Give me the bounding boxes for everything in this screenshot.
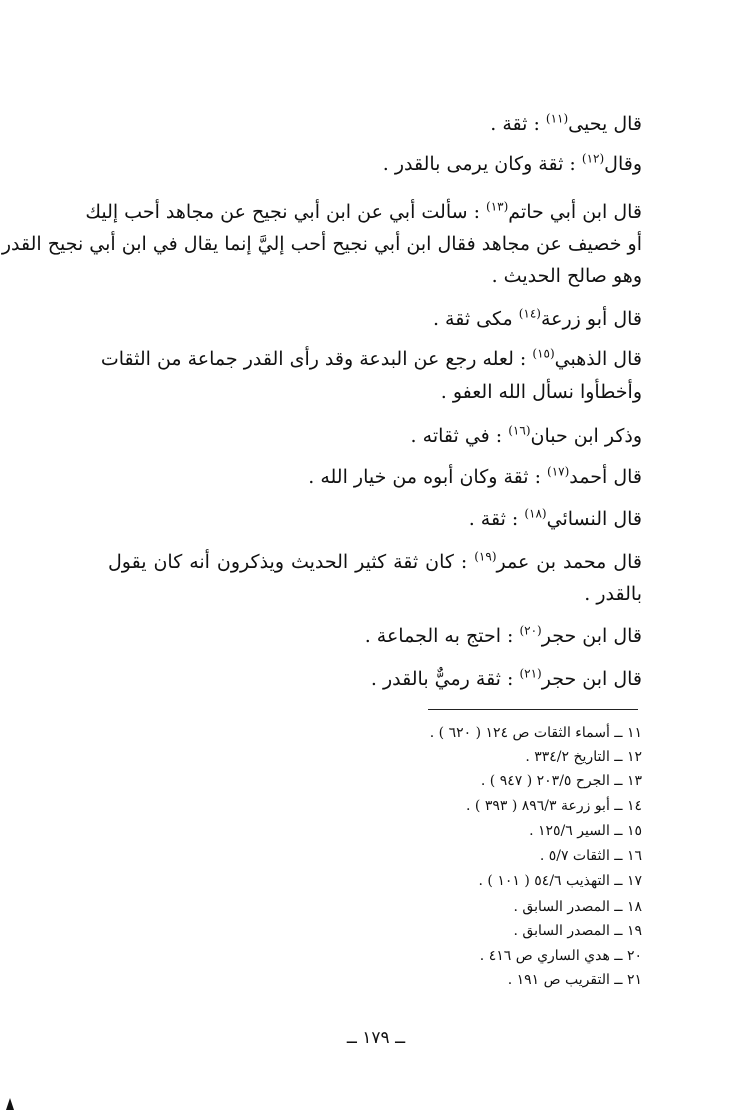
footnote-14: ١٤ ــ أبو زرعة ٨٩٦/٣ ( ٣٩٣ ) . xyxy=(466,798,642,814)
footnote-ref-18: (١٨) xyxy=(524,506,547,521)
page-number: ــ ١٧٩ ــ xyxy=(346,1028,406,1048)
footnote-18: ١٨ ــ المصدر السابق . xyxy=(513,899,642,915)
footnote-16: ١٦ ــ الثقات ٥/٧ . xyxy=(539,848,642,864)
text-line-p1: قال يحيى$^{(١١)}$ : ثقة . xyxy=(490,111,642,135)
footnote-21: ٢١ ــ التقريب ص ١٩١ . xyxy=(507,972,642,988)
footnote-ref-14: (١٤) xyxy=(518,306,541,321)
footnote-17: ١٧ ــ التهذيب ٥٤/٦ ( ١٠١ ) . xyxy=(478,873,642,889)
footnote-13: ١٣ ــ الجرح ٢٠٣/٥ ( ٩٤٧ ) . xyxy=(480,773,642,789)
footnote-ref-21: (٢١) xyxy=(519,666,542,681)
footnote-ref-17: (١٧) xyxy=(547,464,570,479)
scan-corner-mark xyxy=(6,1098,14,1110)
footnote-ref-16: (١٦) xyxy=(508,423,531,438)
footnote-19: ١٩ ــ المصدر السابق . xyxy=(513,923,642,939)
text-line-p11: قال ابن حجر$^{(٢١)}$ : ثقة رميٌّ بالقدر . xyxy=(370,666,642,690)
text-line-p9-2: بالقدر . xyxy=(584,583,642,605)
footnote-15: ١٥ ــ السير ١٢٥/٦ . xyxy=(529,823,642,839)
text-line-p5-2: وأخطأوا نسأل الله العفو . xyxy=(440,381,642,403)
text-line-p6: وذكر ابن حبان$^{(١٦)}$ : في ثقاته . xyxy=(410,423,642,447)
text-line-p10: قال ابن حجر$^{(٢٠)}$ : احتج به الجماعة . xyxy=(364,623,642,647)
text-line-p8: قال النسائي$^{(١٨)}$ : ثقة . xyxy=(468,506,642,530)
footnote-ref-11: (١١) xyxy=(545,111,569,126)
footnote-separator xyxy=(428,709,638,710)
text-line-p7: قال أحمد$^{(١٧)}$ : ثقة وكان أبوه من خيار الله . xyxy=(308,464,642,488)
text-line-p9-1: قال محمد بن عمر$^{(١٩)}$ : كان ثقة كثير الحديث ويذكرون أنه كان يقول xyxy=(108,549,642,573)
footnote-ref-19: (١٩) xyxy=(474,549,497,564)
footnote-12: ١٢ ــ التاريخ ٣٣٤/٢ . xyxy=(525,749,642,765)
footnote-ref-12: (١٢) xyxy=(581,151,605,166)
footnote-20: ٢٠ ــ هدي الساري ص ٤١٦ . xyxy=(479,948,642,964)
text-line-p3-1: قال ابن أبي حاتم$^{(١٣)}$ : سألت أبي عن ابن أبي نجيح عن مجاهد أحب إليك xyxy=(85,199,642,223)
text-line-p5-1: قال الذهبي$^{(١٥)}$ : لعله رجع عن البدعة وقد رأى القدر جماعة من الثقات xyxy=(100,346,642,370)
text-line-p3-2: أو خصيف عن مجاهد فقال ابن أبي نجيح أحب إليَّ إنما يقال في ابن أبي نجيح القدر xyxy=(1,233,642,255)
footnote-ref-13: (١٣) xyxy=(486,199,509,214)
text-line-p3-3: وهو صالح الحديث . xyxy=(491,265,642,287)
footnote-ref-15: (١٥) xyxy=(532,346,555,361)
footnote-ref-20: (٢٠) xyxy=(519,623,542,638)
text-line-p2: وقال$^{(١٢)}$ : ثقة وكان يرمى بالقدر . xyxy=(382,151,642,175)
text-line-p4: قال أبو زرعة$^{(١٤)}$ مكى ثقة . xyxy=(432,306,642,330)
footnote-11: ١١ ــ أسماء الثقات ص ١٢٤ ( ٦٢٠ ) . xyxy=(429,725,642,741)
